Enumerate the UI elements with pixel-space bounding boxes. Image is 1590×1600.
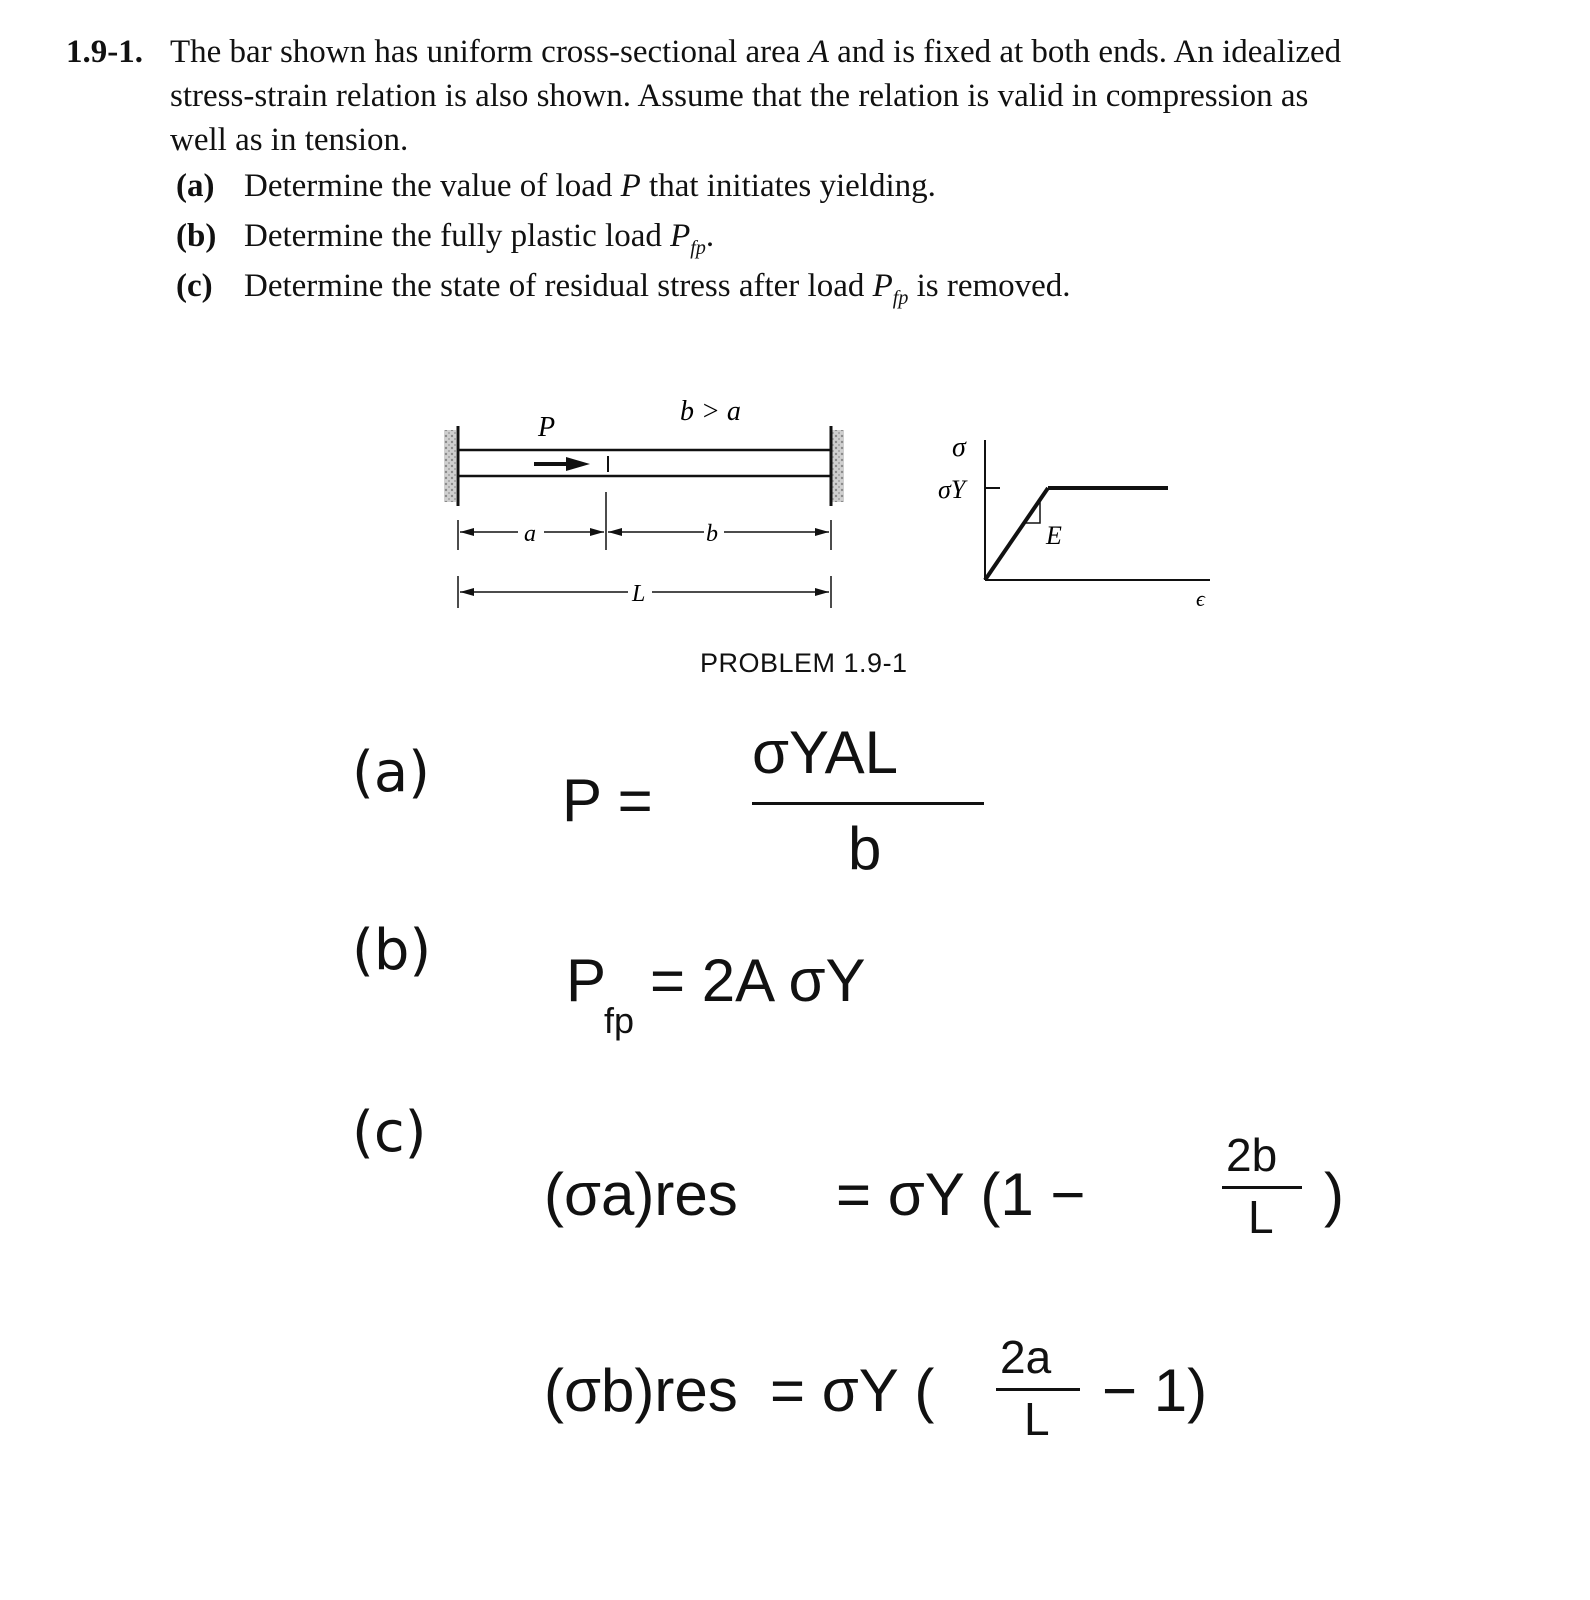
answer-c-line2-bar bbox=[996, 1388, 1080, 1391]
answer-a-lhs: P = bbox=[562, 767, 653, 834]
answer-a-label: (a) bbox=[352, 740, 431, 805]
part-b: (b) Determine the fully plastic load $P_{fp}$. bbox=[176, 218, 715, 259]
answer-c-line2-numerator: 2a bbox=[1000, 1331, 1052, 1383]
answer-a-denominator: b bbox=[848, 815, 882, 882]
statement-line-2: stress-strain relation is also shown. Assume that the relation is valid in compression as bbox=[170, 78, 1309, 114]
right-wall bbox=[832, 430, 844, 502]
stress-strain-graph bbox=[938, 432, 1210, 611]
answer-c-line1-rhs: = σY (1 − bbox=[836, 1161, 1086, 1228]
answer-c-line1-close: ) bbox=[1324, 1161, 1344, 1228]
answer-c-line2-rhs: = σY ( bbox=[770, 1357, 935, 1424]
part-c: (c) Determine the state of residual stress after load $P_{fp}$ is removed. bbox=[176, 268, 1071, 309]
answer-a-fraction-bar bbox=[752, 802, 984, 805]
load-label: P bbox=[538, 412, 556, 443]
answer-c-line1-denominator: L bbox=[1248, 1191, 1274, 1243]
answer-c-line1-numerator: 2b bbox=[1226, 1129, 1278, 1181]
answer-b-label: (b) bbox=[352, 918, 432, 983]
modulus-label: E bbox=[1046, 521, 1062, 550]
statement-line-3: well as in tension. bbox=[170, 122, 409, 158]
sigma-y-label: σY bbox=[938, 475, 966, 504]
answer-c-line2-lhs: (σb)res bbox=[544, 1357, 738, 1424]
answer-c-line1-lhs: (σa)res bbox=[544, 1161, 738, 1228]
left-wall bbox=[444, 430, 456, 502]
answer-c-line2-denominator: L bbox=[1024, 1393, 1050, 1445]
answer-c-line1-bar bbox=[1222, 1186, 1302, 1189]
answer-b-rhs: = 2A σY bbox=[650, 947, 866, 1014]
problem-number: 1.9-1. bbox=[66, 34, 143, 70]
sigma-label: σ bbox=[952, 432, 966, 463]
bar bbox=[458, 450, 831, 476]
answer-a-numerator: σYAL bbox=[752, 719, 898, 786]
answer-c-label: (c) bbox=[352, 1100, 427, 1165]
problem-statement bbox=[66, 30, 1526, 162]
answer-b-lhs: P bbox=[566, 947, 607, 1014]
answer-b-subscript: fp bbox=[604, 1000, 635, 1041]
epsilon-label: ϵ bbox=[1196, 586, 1205, 611]
statement-line-1: 1.9-1. The bar shown has uniform cross-sectional area A and is fixed at both ends. An idealized bbox=[66, 30, 1526, 74]
dim-L-label: L bbox=[632, 581, 646, 607]
answer-c-line2-close: − 1) bbox=[1102, 1357, 1208, 1424]
figure-caption: PROBLEM 1.9-1 bbox=[700, 648, 908, 678]
inequality-label: b > a bbox=[680, 396, 741, 427]
dim-a-label: a bbox=[524, 521, 536, 547]
bar-diagram bbox=[444, 396, 844, 608]
part-a: (a) Determine the value of load P that initiates yielding. bbox=[176, 168, 936, 204]
dim-b-label: b bbox=[706, 521, 718, 547]
